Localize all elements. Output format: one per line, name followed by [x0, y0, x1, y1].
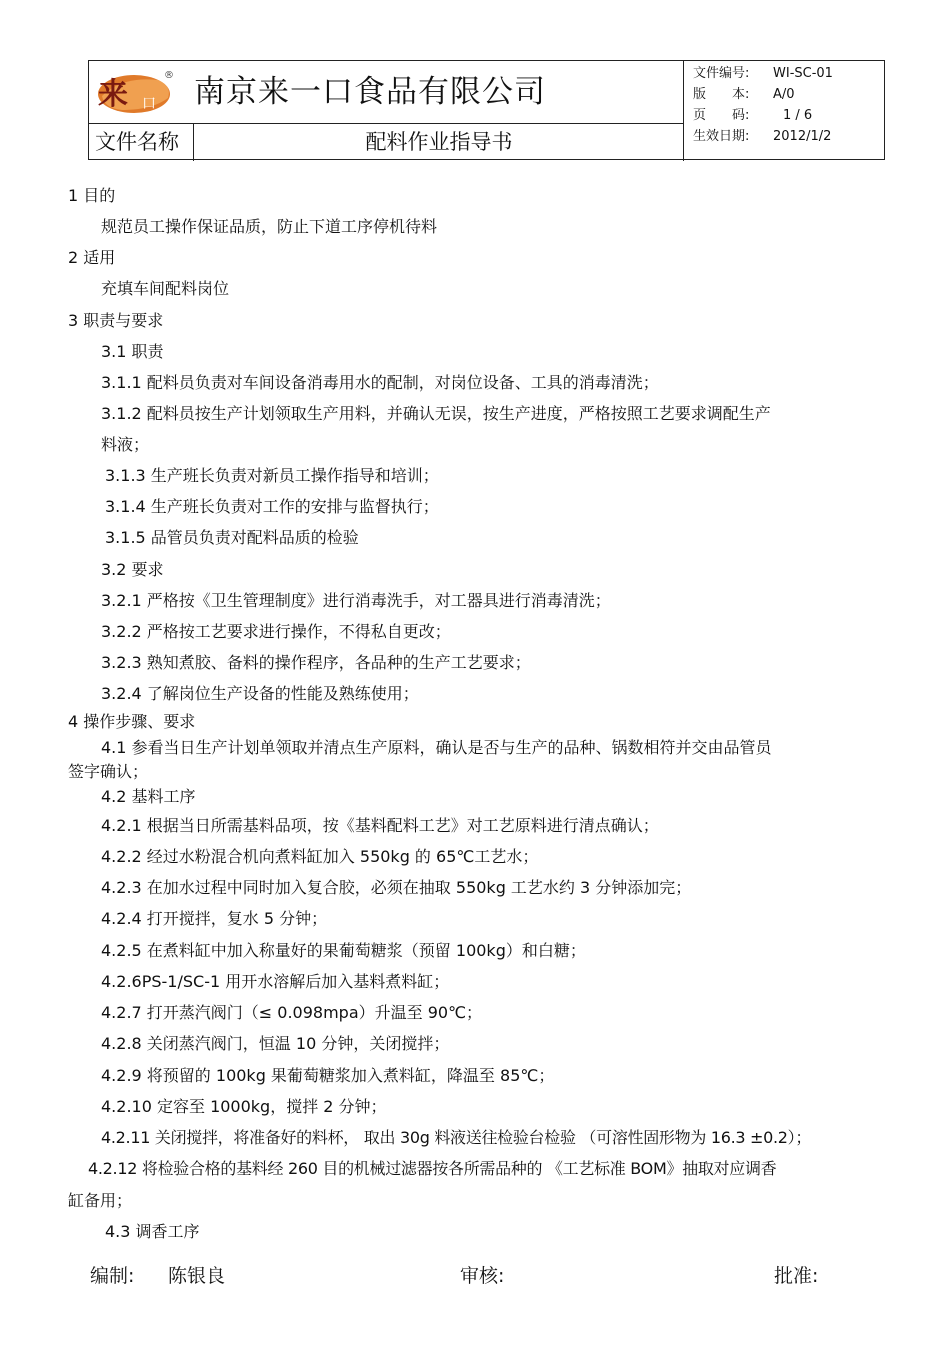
meta-row	[693, 63, 883, 84]
doc-name: 配料作业指导书	[365, 130, 513, 154]
meta-value: 2012/1/2	[773, 129, 832, 144]
list-item: 4.2.4 打开搅拌，复水 5 分钟；	[101, 909, 328, 928]
list-item-continuation: 签字确认；	[68, 762, 149, 781]
company-name: 南京来一口食品有限公司	[194, 74, 546, 110]
section-heading: 1 目的	[68, 186, 116, 205]
list-item: 3.2.2 严格按工艺要求进行操作，不得私自更改；	[101, 622, 451, 641]
list-item-continuation: 料液；	[101, 435, 150, 454]
subsection-heading: 3.1 职责	[101, 342, 164, 361]
approve-label: 批准:	[774, 1265, 819, 1287]
subsection-heading: 3.2 要求	[101, 560, 164, 579]
meta-value: 1 / 6	[783, 108, 813, 123]
review-label: 审核:	[460, 1265, 505, 1287]
section-heading: 3 职责与要求	[68, 311, 164, 330]
list-item: 3.1.4 生产班长负责对工作的安排与监督执行；	[105, 497, 439, 516]
header-divider	[683, 61, 684, 161]
paragraph-line: 充填车间配料岗位	[101, 279, 230, 298]
paragraph-line: 规范员工操作保证品质，防止下道工序停机待料	[101, 217, 438, 236]
list-item: 4.2.9 将预留的 100kg 果葡萄糖浆加入煮料缸，降温至 85℃；	[101, 1066, 555, 1085]
list-item: 4.2.2 经过水粉混合机向煮料缸加入 550kg 的 65℃工艺水；	[101, 847, 539, 866]
list-item: 4.2.12 将检验合格的基料经 260 目的机械过滤器按各所需品种的 《工艺标准 BOM》抽取对应调香	[88, 1159, 777, 1178]
list-item: 4.2.1 根据当日所需基料品项，按《基料配料工艺》对工艺原料进行清点确认；	[101, 816, 659, 835]
meta-row	[693, 105, 883, 126]
company-logo	[92, 64, 178, 118]
meta-row	[693, 126, 883, 147]
svg-text:口: 口	[142, 96, 156, 112]
list-item: 4.2.5 在煮料缸中加入称量好的果葡萄糖浆（预留 100kg）和白糖；	[101, 941, 586, 960]
subsection-heading: 4.2 基料工序	[101, 787, 196, 806]
list-item: 4.2.11 关闭搅拌，将准备好的料杯， 取出 30g 料液送往检验台检验 （可溶性固形物为 16.3 ±0.2）；	[101, 1128, 812, 1147]
list-item: 4.2.7 打开蒸汽阀门（≤ 0.098mpa）升温至 90℃；	[101, 1003, 483, 1022]
list-item: 4.2.8 关闭蒸汽阀门，恒温 10 分钟，关闭搅拌；	[101, 1034, 450, 1053]
list-item: 4.2.10 定容至 1000kg，搅拌 2 分钟；	[101, 1097, 387, 1116]
subsection-heading: 4.3 调香工序	[105, 1222, 200, 1241]
list-item: 4.2.6PS-1/SC-1 用开水溶解后加入基料煮料缸；	[101, 972, 450, 991]
section-heading: 2 适用	[68, 248, 116, 267]
meta-key: 文件编号:	[693, 66, 750, 81]
editor-label: 编制:	[90, 1265, 135, 1287]
section-heading: 4 操作步骤、要求	[68, 712, 196, 731]
list-item: 4.1 参看当日生产计划单领取并清点生产原料，确认是否与生产的品种、锅数相符并交由品管员	[101, 738, 772, 757]
list-item-continuation: 缸备用；	[68, 1191, 133, 1210]
meta-value: A/0	[773, 87, 795, 102]
document-header	[88, 60, 885, 160]
list-item: 3.1.2 配料员按生产计划领取生产用料，并确认无误，按生产进度，严格按照工艺要求调配生产	[101, 404, 771, 423]
list-item: 3.1.3 生产班长负责对新员工操作指导和培训；	[105, 466, 439, 485]
doc-name-label: 文件名称	[95, 130, 179, 154]
list-item: 4.2.3 在加水过程中同时加入复合胶，必须在抽取 550kg 工艺水约 3 分钟添加完；	[101, 878, 692, 897]
list-item: 3.1.5 品管员负责对配料品质的检验	[105, 528, 359, 547]
meta-key: 版 本:	[693, 87, 750, 102]
meta-key: 页 码:	[693, 108, 750, 123]
editor-name: 陈银良	[168, 1265, 226, 1287]
list-item: 3.2.1 严格按《卫生管理制度》进行消毒洗手，对工器具进行消毒清洗；	[101, 591, 611, 610]
svg-text:®: ®	[164, 70, 174, 81]
list-item: 3.2.3 熟知煮胶、备料的操作程序，各品种的生产工艺要求；	[101, 653, 531, 672]
doc-meta	[693, 63, 883, 147]
meta-value: WI-SC-01	[773, 66, 833, 81]
meta-row	[693, 84, 883, 105]
svg-text:来: 来	[98, 77, 128, 112]
list-item: 3.1.1 配料员负责对车间设备消毒用水的配制，对岗位设备、工具的消毒清洗；	[101, 373, 659, 392]
list-item: 3.2.4 了解岗位生产设备的性能及熟练使用；	[101, 684, 419, 703]
header-divider	[193, 123, 194, 161]
meta-key: 生效日期:	[693, 129, 750, 144]
